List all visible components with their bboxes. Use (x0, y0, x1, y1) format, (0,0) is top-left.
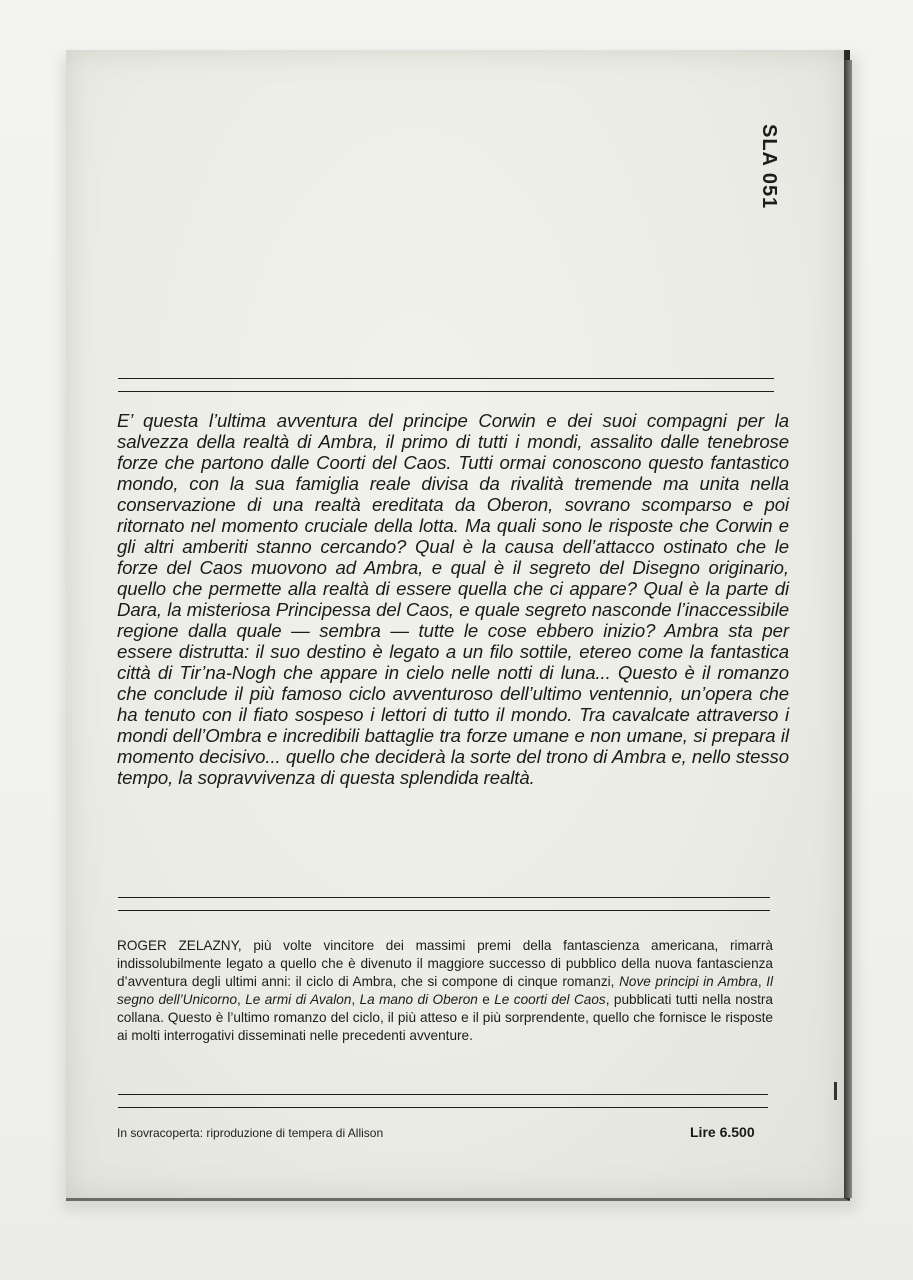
edge-mark (834, 1082, 837, 1100)
top-rule-2 (118, 391, 774, 392)
bottom-rule-2 (118, 1107, 768, 1108)
middle-rule-2 (118, 910, 770, 911)
bio-title-1: Nove principi in Ambra (619, 974, 758, 989)
blurb-text: E’ questa l’ultima avventura del principe Corwin e dei suoi compagni per la salvezza della realtà di Ambra, il primo di tutti i mondi, assalito dalle tenebrose forze che partono dalle Coorti del Caos. Tutti ormai conoscono questo fantastico mondo, con la sua famiglia reale divisa da rivalità tremende ma unita nella conservazione di una realtà ereditata da Oberon, sovrano scomparso e poi ritornato nel momento cruciale della lotta. Ma quali sono le risposte che Corwin e gli altri amberiti stanno cercando? Qual è la causa dell’attacco ostinato che le forze del Caos muovono ad Ambra, e qual è il segreto del Disegno originario, quello che permette alla realtà di essere quella che ci appare? Qual è la parte di Dara, la misteriosa Principessa del Caos, e quale segreto nasconde l’inaccessibile regione dalla quale — sembra — tutte le cose ebbero inizio? Ambra sta per essere distrutta: il suo destino è legato a un filo sottile, etereo come la fantastica città di Tir’na-Nogh che appare in cielo nelle notti di luna... Questo è il romanzo che conclude il più famoso ciclo avventuroso dell’ultimo ventennio, un’opera che ha tenuto con il fiato sospeso i lettori di tutto il mondo. Tra cavalcate attraverso i mondi dell’Ombra e incredibili battaglie tra forze umane e non umane, si prepara il momento decisivo... quello che deciderà la sorte del trono di Ambra e, nello stesso tempo, la sopravvivenza di questa splendida realtà. (117, 410, 789, 788)
bio-separator: e (477, 992, 495, 1007)
bio-separator: , (237, 992, 246, 1007)
cover-credit: In sovracoperta: riproduzione di tempera di Allison (117, 1126, 384, 1140)
bio-title-3: Le armi di Avalon (245, 992, 352, 1007)
top-rule-1 (118, 378, 774, 379)
series-code: SLA 051 (758, 124, 780, 210)
bio-separator: , (757, 974, 767, 989)
bio-intro: ROGER ZELAZNY, più volte vincitore dei massimi premi della fantascienza americana, rimarrà indissolubilmente legato a quello che è divenuto il maggiore successo di pubblico della nuova fantascienza d’avventura degli ultimi anni: il ciclo di Ambra, che si compone di cinque romanzi, (117, 938, 773, 989)
author-bio (117, 937, 773, 1045)
bio-title-5: Le coorti del Caos (494, 992, 606, 1007)
bio-separator: , (351, 992, 360, 1007)
price-label: Lire 6.500 (690, 1124, 755, 1140)
bottom-rule-1 (118, 1094, 768, 1095)
middle-rule-1 (118, 897, 770, 898)
spine-edge (844, 60, 852, 1198)
bio-title-4: La mano di Oberon (359, 992, 478, 1007)
bio-outro: , pubblicati tutti nella nostra collana. Questo è l’ultimo romanzo del ciclo, il più atteso e il più sorprendente, quello che fornisce le risposte ai molti interrogativi disseminati nelle precedenti avventure. (117, 992, 773, 1043)
bio-title-2: Il segno dell’Unicorno (117, 974, 773, 1007)
